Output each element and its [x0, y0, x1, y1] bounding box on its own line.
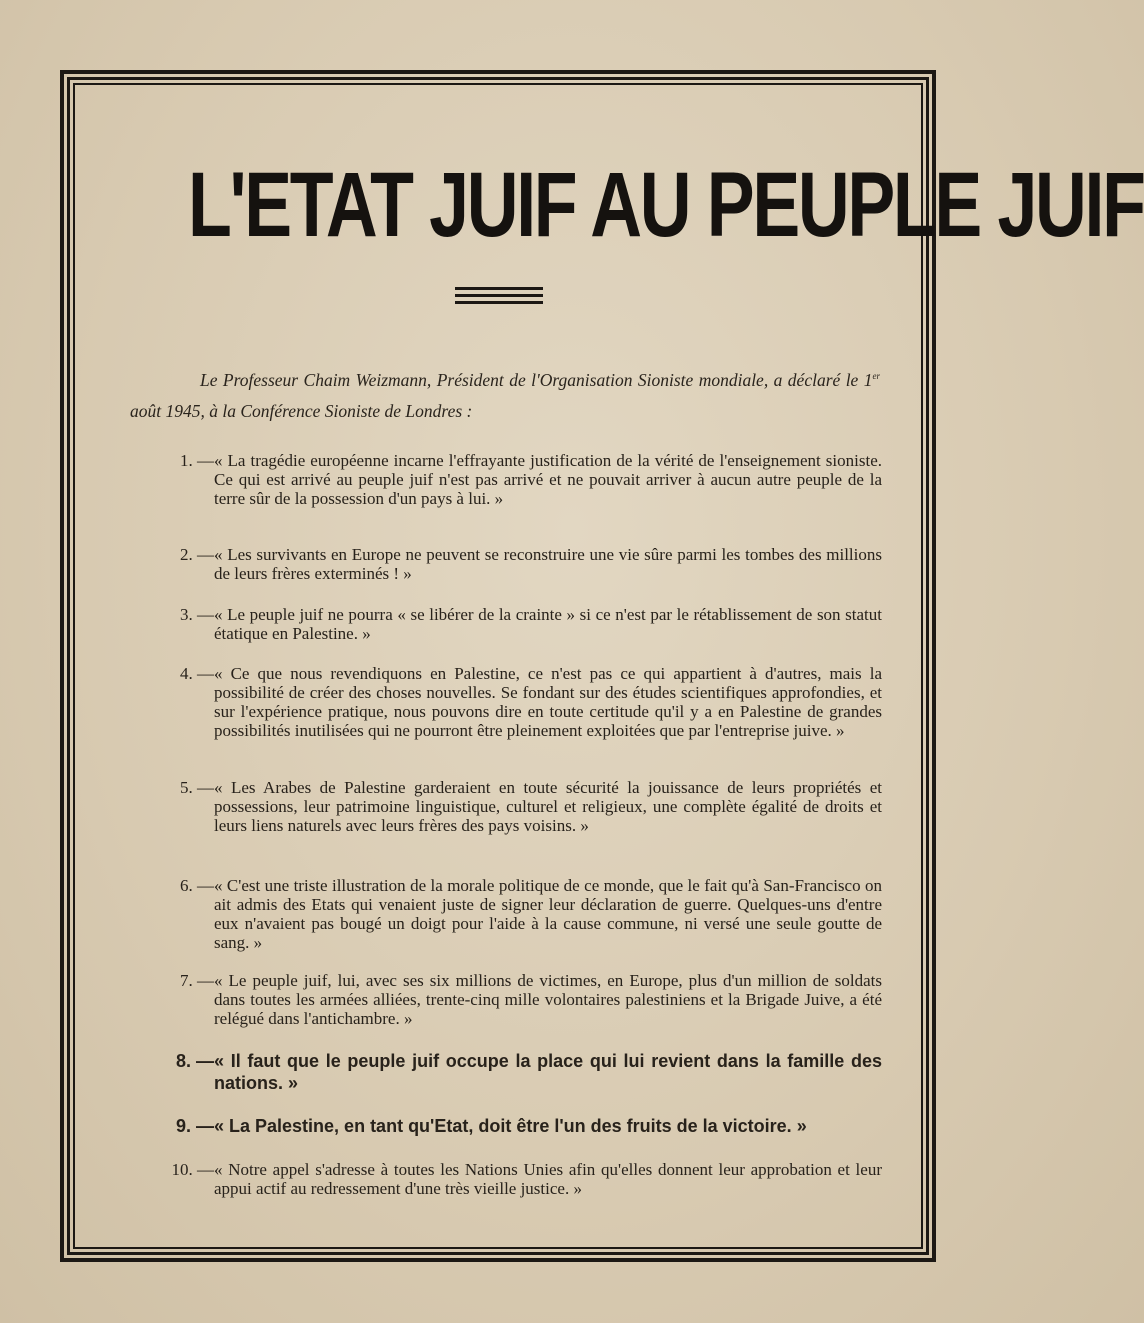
- statement-5: [130, 778, 882, 835]
- statement-number: 8. —: [175, 1051, 214, 1071]
- title-rule-2: [455, 294, 543, 297]
- intro-superscript: er: [872, 371, 880, 381]
- statement-number: 6. —: [180, 876, 214, 895]
- statement-4: [130, 664, 882, 740]
- statement-text: « Notre appel s'adresse à toutes les Nations Unies afin qu'elles donnent leur approbation et leur appui actif au redressement d'une très vieille justice. »: [214, 1160, 882, 1198]
- statement-number: 5. —: [180, 778, 214, 797]
- statement-text: « La Palestine, en tant qu'Etat, doit être l'un des fruits de la victoire. »: [214, 1116, 807, 1136]
- statement-number: 4. —: [180, 664, 214, 683]
- statement-text: « C'est une triste illustration de la morale politique de ce monde, que le fait qu'à San-Francisco on ait admis des Etats qui venaient juste de signer leur déclaration de guerre. Quelques-uns d'entre eux n'avaient pas bougé un doigt pour l'aide à la cause commune, ni versé une seule goutte de sang. »: [214, 876, 882, 952]
- statement-text: « Le peuple juif, lui, avec ses six millions de victimes, en Europe, plus d'un million de soldats dans toutes les armées alliées, trente-cinq mille volontaires palestiniens et la Brigade Juive, a été relégué dans l'antichambre. »: [214, 971, 882, 1028]
- intro-text-start: Le Professeur Chaim Weizmann, Président de l'Organisation Sioniste mondiale, a déclaré le 1: [200, 369, 873, 390]
- statement-text: « Il faut que le peuple juif occupe la place qui lui revient dans la famille des nations. »: [214, 1051, 882, 1093]
- page-title: L'ETAT JUIF AU PEUPLE JUIF: [188, 154, 1144, 256]
- statement-text: « Le peuple juif ne pourra « se libérer de la crainte » si ce n'est par le rétablissement de son statut étatique en Palestine. »: [214, 605, 882, 643]
- statement-number: 2. —: [180, 545, 214, 564]
- statement-number: 10. —: [171, 1160, 214, 1179]
- statement-text: « Ce que nous revendiquons en Palestine, ce n'est pas ce qui appartient à d'autres, mais la possibilité de créer des choses nouvelles. Se fondant sur des études scientifiques approfondies, et sur l'expérience pratique, nous pouvons dire en toute certitude qu'il y a en Palestine de grandes possibilités inutilisées qui ne pourront être pleinement exploitées que par l'entreprise juive. »: [214, 664, 882, 740]
- title-rule-3: [455, 301, 543, 304]
- statement-3: [130, 605, 882, 643]
- statement-8: [130, 1050, 882, 1094]
- statement-1: [130, 451, 882, 508]
- statement-text: « La tragédie européenne incarne l'effrayante justification de la vérité de l'enseignement sioniste. Ce qui est arrivé au peuple juif n'est pas arrivé et ne pouvait arriver à aucun autre peuple de la terre sûr de la possession d'un pays à lui. »: [214, 451, 882, 508]
- statement-number: 3. —: [180, 605, 214, 624]
- statement-number: 1. —: [180, 451, 214, 470]
- statement-10: [130, 1160, 882, 1198]
- statement-text: « Les survivants en Europe ne peuvent se reconstruire une vie sûre parmi les tombes des millions de leurs frères exterminés ! »: [214, 545, 882, 583]
- statement-text: « Les Arabes de Palestine garderaient en toute sécurité la jouissance de leurs propriétés et possessions, leur patrimoine linguistique, culturel et religieux, une complète égalité de droits et leurs liens naturels avec leurs frères des pays voisins. »: [214, 778, 882, 835]
- intro-text-end: août 1945, à la Conférence Sioniste de Londres :: [130, 400, 473, 421]
- statement-2: [130, 545, 882, 583]
- statement-7: [130, 971, 882, 1028]
- intro-paragraph: [130, 361, 880, 427]
- statement-6: [130, 876, 882, 952]
- statement-number: 7. —: [180, 971, 214, 990]
- title-rule-1: [455, 287, 543, 290]
- statement-9: [130, 1115, 882, 1137]
- statement-number: 9. —: [175, 1116, 214, 1136]
